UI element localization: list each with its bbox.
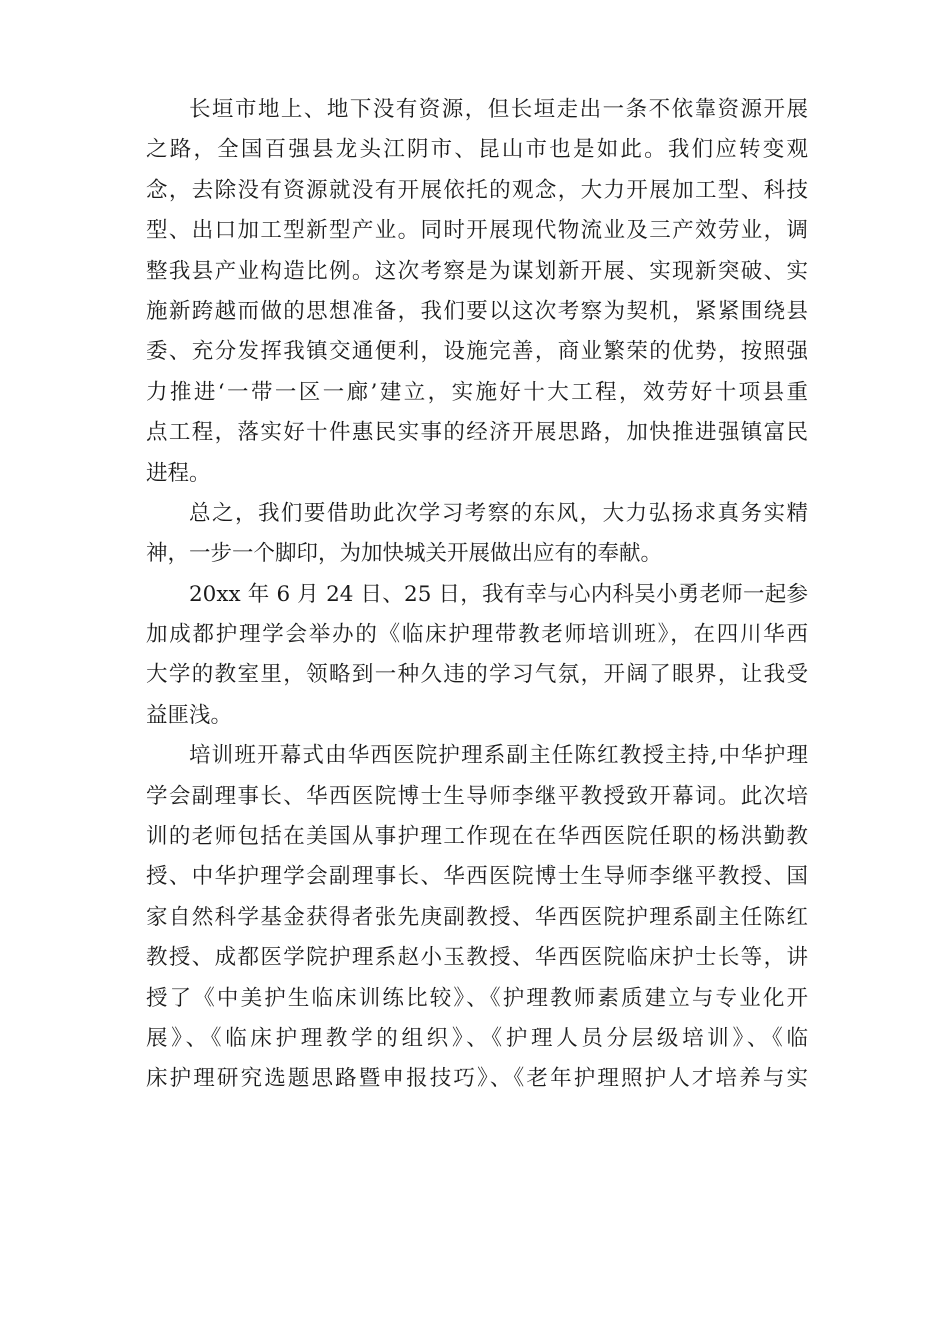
document-body	[146, 90, 808, 1100]
text-line: 授了《中美护生临床训练比较》、《护理教师素质建立与专业化开	[146, 985, 808, 1011]
text-line: 总之，我们要借助此次学习考察的东风，大力弘扬求真务实精	[189, 500, 808, 526]
paragraph-resources	[146, 90, 808, 494]
text-line: 家自然科学基金获得者张先庚副教授、华西医院护理系副主任陈红	[146, 904, 808, 930]
text-line: 训的老师包括在美国从事护理工作现在在华西医院任职的杨洪勤教	[146, 824, 808, 850]
text-line: 授、中华护理学会副理事长、华西医院博士生导师李继平教授、国	[146, 864, 808, 890]
text-line: 教授、成都医学院护理系赵小玉教授、华西医院临床护士长等，讲	[146, 945, 808, 971]
text-line: 点工程，落实好十件惠民实事的经济开展思路，加快推进强镇富民	[146, 420, 808, 446]
text-line: 力推进‘一带一区一廊’建立，实施好十大工程，效劳好十项县重	[146, 379, 808, 405]
paragraph-training-intro	[146, 575, 808, 737]
text-line: 长垣市地上、地下没有资源，但长垣走出一条不依靠资源开展	[189, 97, 808, 122]
text-line: 整我县产业构造比例。这次考察是为谋划新开展、实现新突破、实	[146, 258, 808, 284]
text-line: 加成都护理学会举办的《临床护理带教老师培训班》，在四川华西	[146, 622, 808, 648]
text-line: 型、出口加工型新型产业。同时开展现代物流业及三产效劳业，调	[146, 218, 808, 244]
text-line: 进程。	[146, 460, 211, 486]
text-line: 益匪浅。	[146, 702, 233, 728]
text-line: 展》、《临床护理教学的组织》、《护理人员分层级培训》、《临	[146, 1025, 808, 1051]
text-line: 20xx 年 6 月 24 日、25 日，我有幸与心内科吴小勇老师一起参	[189, 581, 808, 607]
text-line: 施新跨越而做的思想准备，我们要以这次考察为契机，紧紧围绕县	[146, 298, 808, 324]
paragraph-training-details	[146, 736, 808, 1100]
text-line: 念，去除没有资源就没有开展依托的观念，大力开展加工型、科技	[146, 177, 808, 203]
text-line: 培训班开幕式由华西医院护理系副主任陈红教授主持,中华护理	[189, 743, 808, 769]
text-line: 神，一步一个脚印，为加快城关开展做出应有的奉献。	[146, 541, 663, 567]
text-line: 床护理研究选题思路暨申报技巧》、《老年护理照护人才培养与实	[146, 1066, 808, 1092]
text-line: 大学的教室里，领略到一种久违的学习气氛，开阔了眼界，让我受	[146, 662, 808, 688]
text-line: 学会副理事长、华西医院博士生导师李继平教授致开幕词。此次培	[146, 783, 808, 809]
paragraph-summary	[146, 494, 808, 575]
text-line: 委、充分发挥我镇交通便利，设施完善，商业繁荣的优势，按照强	[146, 339, 808, 365]
text-line: 之路，全国百强县龙头江阴市、昆山市也是如此。我们应转变观	[146, 137, 808, 163]
